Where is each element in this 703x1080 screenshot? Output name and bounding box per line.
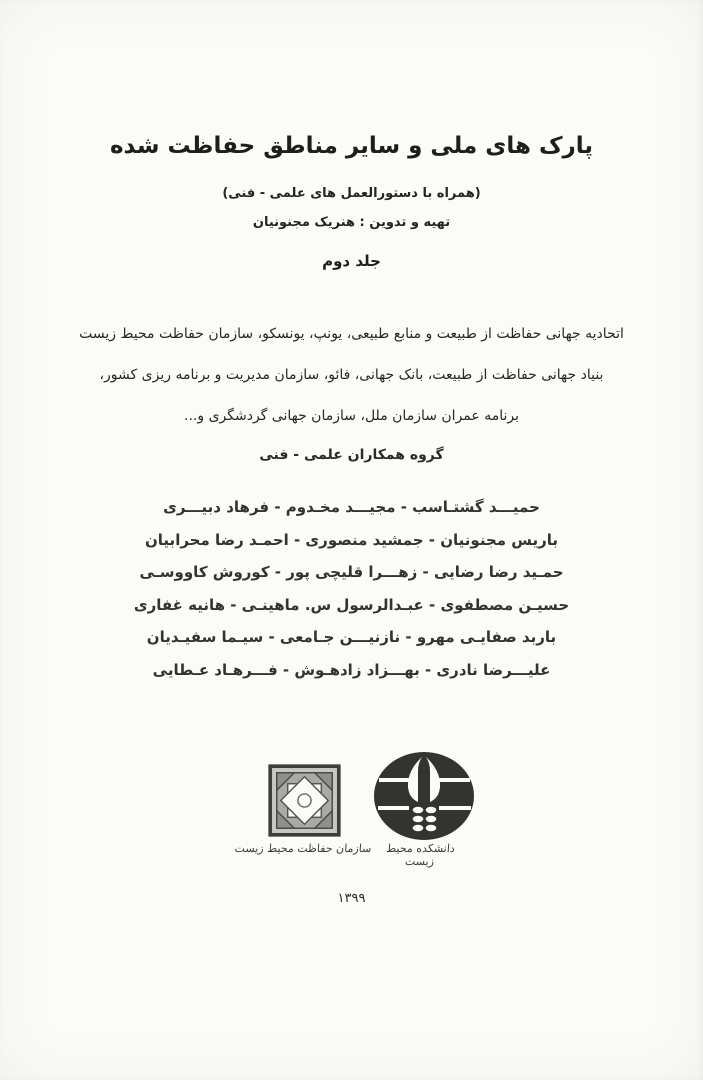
collaborator-line: حمیـــد گشتـاسب - مجیـــد مخـدوم - فرهاد دبیـــری: [163, 498, 540, 516]
publishers-line-3: برنامه عمران سازمان ملل، سازمان جهانی گردشگری و...: [184, 408, 519, 424]
publishers-line-2: بنیاد جهانی حفاظت از طبیعت، بانک جهانی، فائو، سازمان مدیریت و برنامه ریزی کشور،: [99, 367, 604, 383]
college-emblem-icon: [268, 763, 341, 842]
collaborators-heading: گروه همکاران علمی - فنی: [259, 447, 444, 463]
emblem-caption-left: سازمان حفاظت محیط زیست: [234, 842, 372, 855]
volume-label: جلد دوم: [322, 252, 381, 270]
book-title: پارک های ملی و سایر مناطق حفاظت شده: [109, 133, 594, 159]
publishers-paragraph: [0, 314, 703, 437]
book-subtitle: (همراه با دستورالعمل های علمی - فنی): [222, 186, 481, 201]
collaborator-line: باربد صفایـی مهرو - نازنیـــن جـامعی - سیـما سفیـدیان: [146, 628, 557, 646]
collaborator-line: حسیـن مصطفوی - عبـدالرسول س. ماهینـی - هانیه غفاری: [133, 595, 570, 614]
emblem-caption-right: دانشکده محیط زیست: [385, 842, 456, 868]
collaborator-line: علیـــرضا نادری - بهـــزاد زادهـوش - فـــرهـاد عـطایی: [152, 660, 551, 679]
collaborator-line: حمـید رضا رضایی - زهـــرا قلیچی پور - کوروش کاووسـی: [139, 563, 564, 581]
collaborator-line: باریس مجنونیان - جمشید منصوری - احمـد رضا محرابیان: [145, 530, 558, 549]
byline: تهیه و تدوین : هنریک مجنونیان: [252, 215, 451, 230]
doe-emblem-icon: [373, 751, 476, 847]
publication-year: ۱۳۹۹: [337, 891, 366, 906]
collaborators-list: [0, 491, 703, 686]
publishers-line-1: اتحادیه جهانی حفاظت از طبیعت و منابع طبیعی، یونپ، یونسکو، سازمان حفاظت محیط زیست: [79, 326, 624, 342]
